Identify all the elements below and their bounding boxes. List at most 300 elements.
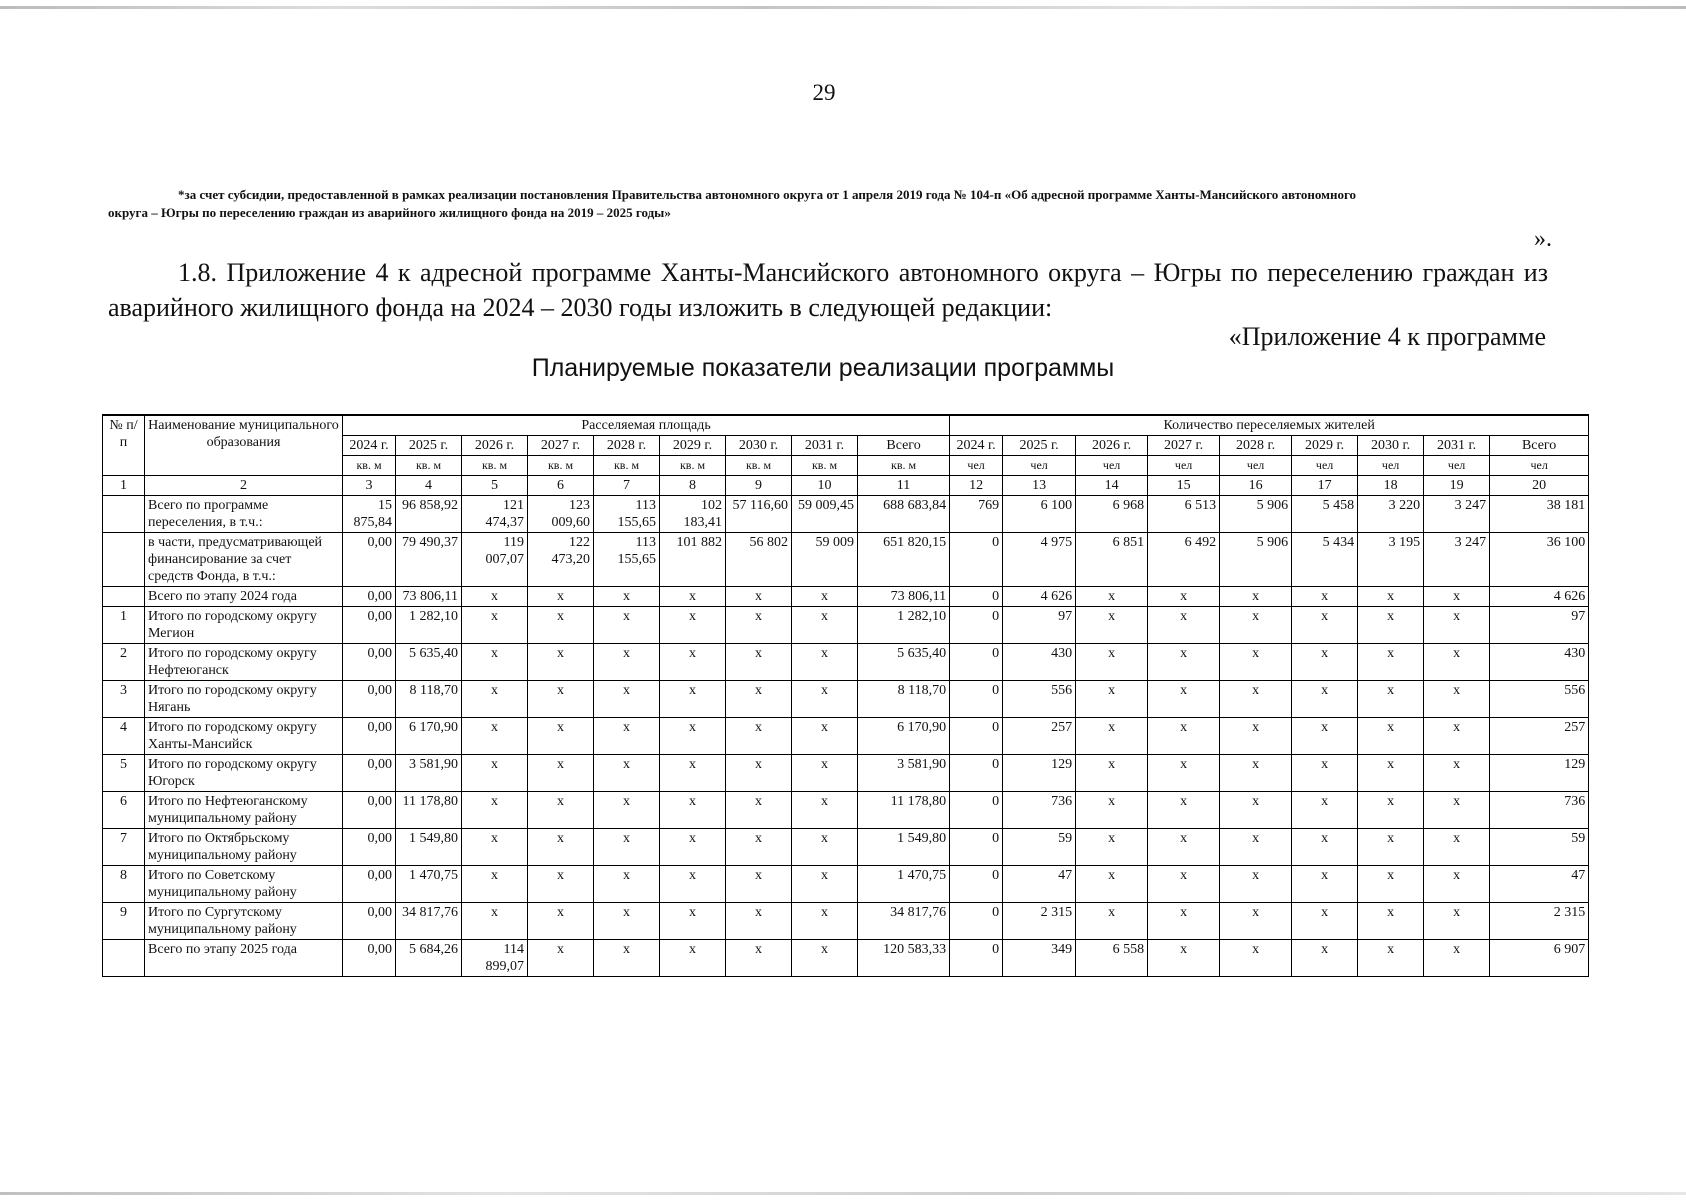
header-area-year: 2025 г.: [396, 436, 462, 456]
residents-cell: x: [1148, 718, 1220, 755]
area-cell: x: [660, 829, 726, 866]
area-cell: 121 474,37: [462, 496, 528, 533]
table-title: Планируемые показатели реализации программы: [531, 354, 1115, 382]
table-row: [103, 866, 1589, 903]
footnote-line-1: *за счет субсидии, предоставленной в рамках реализации постановления Правительства автономного округа от 1 апреля 2019 года № 104-п «Об адресной программе Ханты-Мансийского автономного: [178, 187, 1357, 202]
area-cell: 59 009,45: [792, 496, 858, 533]
column-number: 6: [528, 476, 594, 496]
header-residents-unit: чел: [950, 456, 1003, 476]
header-residents-year: 2027 г.: [1148, 436, 1220, 456]
area-cell: x: [462, 607, 528, 644]
area-cell: x: [660, 755, 726, 792]
residents-cell: x: [1424, 644, 1490, 681]
residents-cell: x: [1358, 829, 1424, 866]
residents-cell: 47: [1490, 866, 1589, 903]
area-cell: x: [462, 644, 528, 681]
residents-cell: 0: [950, 792, 1003, 829]
area-cell: 73 806,11: [396, 587, 462, 607]
area-cell: 56 802: [726, 533, 792, 587]
residents-cell: x: [1076, 587, 1148, 607]
column-number: 14: [1076, 476, 1148, 496]
residents-cell: x: [1220, 940, 1292, 977]
residents-cell: 97: [1490, 607, 1589, 644]
header-residents-year: 2030 г.: [1358, 436, 1424, 456]
residents-cell: x: [1220, 587, 1292, 607]
footnote-line-2: округа – Югры по переселению граждан из аварийного жилищного фонда на 2019 – 2025 годы»: [108, 205, 671, 220]
area-cell: 8 118,70: [396, 681, 462, 718]
area-cell: x: [528, 866, 594, 903]
residents-cell: 0: [950, 607, 1003, 644]
area-cell: x: [594, 792, 660, 829]
column-number: 18: [1358, 476, 1424, 496]
header-area-year: 2030 г.: [726, 436, 792, 456]
area-cell: x: [726, 755, 792, 792]
area-cell: x: [792, 587, 858, 607]
area-cell: 101 882: [660, 533, 726, 587]
area-cell: 5 635,40: [396, 644, 462, 681]
row-num: [103, 587, 145, 607]
residents-cell: x: [1076, 903, 1148, 940]
residents-cell: 556: [1003, 681, 1076, 718]
area-cell: 96 858,92: [396, 496, 462, 533]
header-residents-year: 2025 г.: [1003, 436, 1076, 456]
area-cell: 0,00: [343, 903, 396, 940]
area-cell: 34 817,76: [396, 903, 462, 940]
table-header-row-1: [103, 415, 1589, 436]
header-residents-year: 2024 г.: [950, 436, 1003, 456]
residents-cell: x: [1292, 755, 1358, 792]
area-cell: x: [528, 829, 594, 866]
header-residents-unit: чел: [1424, 456, 1490, 476]
residents-cell: x: [1292, 792, 1358, 829]
area-cell: 73 806,11: [858, 587, 950, 607]
row-name: Итого по городскому округу Ханты-Мансийск: [145, 718, 343, 755]
area-cell: 0,00: [343, 829, 396, 866]
residents-cell: 6 851: [1076, 533, 1148, 587]
residents-cell: 4 626: [1490, 587, 1589, 607]
area-cell: 688 683,84: [858, 496, 950, 533]
residents-cell: 0: [950, 903, 1003, 940]
header-residents-group: Количество переселяемых жителей: [950, 415, 1589, 436]
residents-cell: 0: [950, 829, 1003, 866]
residents-cell: x: [1292, 681, 1358, 718]
residents-cell: 3 195: [1358, 533, 1424, 587]
table-row: [103, 718, 1589, 755]
table-row: [103, 587, 1589, 607]
header-residents-unit: чел: [1358, 456, 1424, 476]
header-area-group: Расселяемая площадь: [343, 415, 950, 436]
area-cell: x: [528, 792, 594, 829]
row-num: 4: [103, 718, 145, 755]
residents-cell: 0: [950, 587, 1003, 607]
column-number: 1: [103, 476, 145, 496]
residents-cell: x: [1424, 587, 1490, 607]
residents-cell: x: [1076, 644, 1148, 681]
area-cell: x: [726, 903, 792, 940]
area-cell: x: [792, 681, 858, 718]
header-area-year: Всего: [858, 436, 950, 456]
area-cell: x: [792, 755, 858, 792]
header-residents-year: 2026 г.: [1076, 436, 1148, 456]
residents-cell: 0: [950, 755, 1003, 792]
residents-cell: 129: [1490, 755, 1589, 792]
area-cell: x: [594, 681, 660, 718]
row-name: Итого по городскому округу Нягань: [145, 681, 343, 718]
residents-cell: x: [1424, 792, 1490, 829]
table-row: [103, 903, 1589, 940]
residents-cell: 97: [1003, 607, 1076, 644]
area-cell: 0,00: [343, 644, 396, 681]
area-cell: x: [726, 866, 792, 903]
residents-cell: x: [1424, 718, 1490, 755]
residents-cell: 6 100: [1003, 496, 1076, 533]
residents-cell: 2 315: [1490, 903, 1589, 940]
residents-cell: x: [1358, 681, 1424, 718]
residents-cell: 5 458: [1292, 496, 1358, 533]
area-cell: x: [726, 792, 792, 829]
row-name: Итого по городскому округу Нефтеюганск: [145, 644, 343, 681]
residents-cell: 0: [950, 644, 1003, 681]
residents-cell: x: [1148, 587, 1220, 607]
indicators-table: [102, 414, 1589, 977]
column-number: 11: [858, 476, 950, 496]
row-name: Итого по Нефтеюганскому муниципальному району: [145, 792, 343, 829]
area-cell: 651 820,15: [858, 533, 950, 587]
closing-quote: ».: [1534, 226, 1552, 252]
residents-cell: x: [1076, 755, 1148, 792]
area-cell: x: [660, 866, 726, 903]
area-cell: 1 282,10: [396, 607, 462, 644]
header-residents-year: Всего: [1490, 436, 1589, 456]
residents-cell: x: [1358, 587, 1424, 607]
row-num: [103, 533, 145, 587]
residents-cell: x: [1148, 755, 1220, 792]
residents-cell: x: [1148, 903, 1220, 940]
column-number: 16: [1220, 476, 1292, 496]
residents-cell: x: [1358, 903, 1424, 940]
area-cell: x: [594, 644, 660, 681]
residents-cell: x: [1220, 607, 1292, 644]
residents-cell: 257: [1003, 718, 1076, 755]
area-cell: x: [792, 940, 858, 977]
area-cell: 11 178,80: [396, 792, 462, 829]
amendment-paragraph: [108, 255, 1548, 325]
header-residents-unit: чел: [1003, 456, 1076, 476]
row-name: Итого по Советскому муниципальному району: [145, 866, 343, 903]
header-name: Наименование муниципального образования: [145, 415, 343, 476]
header-residents-year: 2028 г.: [1220, 436, 1292, 456]
residents-cell: x: [1148, 681, 1220, 718]
header-area-unit: кв. м: [660, 456, 726, 476]
table-row: [103, 792, 1589, 829]
area-cell: 0,00: [343, 587, 396, 607]
area-cell: 11 178,80: [858, 792, 950, 829]
area-cell: x: [462, 903, 528, 940]
residents-cell: x: [1292, 903, 1358, 940]
area-cell: 0,00: [343, 681, 396, 718]
residents-cell: 59: [1003, 829, 1076, 866]
area-cell: x: [528, 681, 594, 718]
header-area-year: 2028 г.: [594, 436, 660, 456]
header-area-unit: кв. м: [792, 456, 858, 476]
area-cell: 1 549,80: [396, 829, 462, 866]
residents-cell: 349: [1003, 940, 1076, 977]
area-cell: x: [726, 644, 792, 681]
area-cell: x: [462, 792, 528, 829]
residents-cell: x: [1358, 755, 1424, 792]
column-number: 17: [1292, 476, 1358, 496]
area-cell: x: [726, 607, 792, 644]
residents-cell: 257: [1490, 718, 1589, 755]
residents-cell: x: [1424, 903, 1490, 940]
area-cell: 3 581,90: [858, 755, 950, 792]
area-cell: 8 118,70: [858, 681, 950, 718]
residents-cell: 769: [950, 496, 1003, 533]
residents-cell: x: [1076, 866, 1148, 903]
header-num: № п/п: [103, 415, 145, 476]
residents-cell: 36 100: [1490, 533, 1589, 587]
row-name: Итого по городскому округу Югорск: [145, 755, 343, 792]
area-cell: 6 170,90: [396, 718, 462, 755]
area-cell: x: [462, 755, 528, 792]
residents-cell: 3 247: [1424, 533, 1490, 587]
residents-cell: x: [1292, 644, 1358, 681]
area-cell: 114 899,07: [462, 940, 528, 977]
header-residents-unit: чел: [1292, 456, 1358, 476]
area-cell: 1 549,80: [858, 829, 950, 866]
table-row: [103, 681, 1589, 718]
row-name: Итого по городскому округу Мегион: [145, 607, 343, 644]
row-num: [103, 496, 145, 533]
column-number: 20: [1490, 476, 1589, 496]
residents-cell: 3 220: [1358, 496, 1424, 533]
header-area-unit: кв. м: [343, 456, 396, 476]
row-num: 1: [103, 607, 145, 644]
area-cell: x: [726, 940, 792, 977]
area-cell: x: [660, 903, 726, 940]
residents-cell: x: [1424, 940, 1490, 977]
area-cell: x: [594, 755, 660, 792]
column-number: 15: [1148, 476, 1220, 496]
residents-cell: 6 907: [1490, 940, 1589, 977]
area-cell: x: [726, 681, 792, 718]
area-cell: x: [462, 718, 528, 755]
residents-cell: x: [1424, 755, 1490, 792]
residents-cell: 736: [1490, 792, 1589, 829]
area-cell: x: [792, 644, 858, 681]
area-cell: x: [792, 718, 858, 755]
residents-cell: x: [1292, 829, 1358, 866]
row-num: 6: [103, 792, 145, 829]
residents-cell: x: [1148, 644, 1220, 681]
scan-edge-top: [0, 6, 1686, 9]
area-cell: 5 635,40: [858, 644, 950, 681]
residents-cell: x: [1292, 587, 1358, 607]
area-cell: 1 470,75: [396, 866, 462, 903]
area-cell: 57 116,60: [726, 496, 792, 533]
area-cell: x: [660, 940, 726, 977]
residents-cell: x: [1076, 829, 1148, 866]
residents-cell: 0: [950, 940, 1003, 977]
residents-cell: x: [1148, 792, 1220, 829]
residents-cell: 5 434: [1292, 533, 1358, 587]
residents-cell: 4 975: [1003, 533, 1076, 587]
residents-cell: x: [1358, 607, 1424, 644]
area-cell: x: [462, 829, 528, 866]
area-cell: 0,00: [343, 755, 396, 792]
residents-cell: 6 968: [1076, 496, 1148, 533]
column-number: 4: [396, 476, 462, 496]
column-number: 10: [792, 476, 858, 496]
residents-cell: x: [1424, 866, 1490, 903]
area-cell: x: [660, 792, 726, 829]
residents-cell: x: [1148, 866, 1220, 903]
residents-cell: 0: [950, 866, 1003, 903]
header-area-unit: кв. м: [726, 456, 792, 476]
residents-cell: x: [1220, 644, 1292, 681]
area-cell: 0,00: [343, 533, 396, 587]
residents-cell: x: [1358, 718, 1424, 755]
header-area-unit: кв. м: [462, 456, 528, 476]
header-area-year: 2026 г.: [462, 436, 528, 456]
residents-cell: 59: [1490, 829, 1589, 866]
area-cell: 3 581,90: [396, 755, 462, 792]
residents-cell: x: [1358, 940, 1424, 977]
residents-cell: 0: [950, 718, 1003, 755]
header-residents-year: 2029 г.: [1292, 436, 1358, 456]
residents-cell: 6 558: [1076, 940, 1148, 977]
area-cell: x: [792, 866, 858, 903]
area-cell: 6 170,90: [858, 718, 950, 755]
column-number: 5: [462, 476, 528, 496]
area-cell: 1 282,10: [858, 607, 950, 644]
area-cell: 0,00: [343, 792, 396, 829]
area-cell: x: [528, 644, 594, 681]
appendix-label: «Приложение 4 к программе: [1228, 322, 1546, 351]
area-cell: 102 183,41: [660, 496, 726, 533]
area-cell: x: [660, 607, 726, 644]
header-area-unit: кв. м: [858, 456, 950, 476]
area-cell: x: [660, 681, 726, 718]
area-cell: x: [792, 903, 858, 940]
residents-cell: x: [1076, 792, 1148, 829]
residents-cell: 736: [1003, 792, 1076, 829]
residents-cell: x: [1292, 718, 1358, 755]
header-residents-unit: чел: [1490, 456, 1589, 476]
column-number: 2: [145, 476, 343, 496]
area-cell: x: [594, 829, 660, 866]
residents-cell: 0: [950, 533, 1003, 587]
table-row: [103, 533, 1589, 587]
residents-cell: x: [1424, 607, 1490, 644]
residents-cell: x: [1358, 644, 1424, 681]
column-number: 13: [1003, 476, 1076, 496]
residents-cell: 6 492: [1148, 533, 1220, 587]
area-cell: x: [792, 829, 858, 866]
row-num: 9: [103, 903, 145, 940]
residents-cell: 430: [1003, 644, 1076, 681]
row-name: Итого по Сургутскому муниципальному району: [145, 903, 343, 940]
area-cell: 59 009: [792, 533, 858, 587]
table-row: [103, 496, 1589, 533]
area-cell: x: [462, 681, 528, 718]
area-cell: x: [528, 755, 594, 792]
row-num: 8: [103, 866, 145, 903]
residents-cell: 38 181: [1490, 496, 1589, 533]
area-cell: x: [528, 587, 594, 607]
residents-cell: x: [1358, 866, 1424, 903]
residents-cell: x: [1292, 940, 1358, 977]
area-cell: x: [660, 644, 726, 681]
area-cell: 79 490,37: [396, 533, 462, 587]
row-name: в части, предусматривающей финансирование за счет средств Фонда, в т.ч.:: [145, 533, 343, 587]
residents-cell: x: [1148, 829, 1220, 866]
header-area-unit: кв. м: [528, 456, 594, 476]
residents-cell: x: [1220, 755, 1292, 792]
area-cell: 119 007,07: [462, 533, 528, 587]
residents-cell: x: [1076, 607, 1148, 644]
residents-cell: x: [1220, 829, 1292, 866]
residents-cell: x: [1358, 792, 1424, 829]
column-number: 19: [1424, 476, 1490, 496]
area-cell: 120 583,33: [858, 940, 950, 977]
area-cell: 0,00: [343, 866, 396, 903]
column-number: 8: [660, 476, 726, 496]
table-header-row-column-numbers: [103, 476, 1589, 496]
residents-cell: 2 315: [1003, 903, 1076, 940]
residents-cell: 47: [1003, 866, 1076, 903]
area-cell: x: [528, 718, 594, 755]
area-cell: x: [594, 866, 660, 903]
table-row: [103, 940, 1589, 977]
residents-cell: 6 513: [1148, 496, 1220, 533]
area-cell: 0,00: [343, 718, 396, 755]
row-num: 7: [103, 829, 145, 866]
area-cell: 15 875,84: [343, 496, 396, 533]
area-cell: x: [594, 940, 660, 977]
area-cell: x: [594, 587, 660, 607]
area-cell: x: [528, 940, 594, 977]
column-number: 3: [343, 476, 396, 496]
residents-cell: x: [1424, 829, 1490, 866]
table-row: [103, 829, 1589, 866]
area-cell: 5 684,26: [396, 940, 462, 977]
residents-cell: x: [1220, 718, 1292, 755]
row-num: [103, 940, 145, 977]
area-cell: 34 817,76: [858, 903, 950, 940]
header-residents-year: 2031 г.: [1424, 436, 1490, 456]
area-cell: 123 009,60: [528, 496, 594, 533]
residents-cell: x: [1424, 681, 1490, 718]
header-area-unit: кв. м: [594, 456, 660, 476]
table-row: [103, 607, 1589, 644]
column-number: 9: [726, 476, 792, 496]
area-cell: x: [528, 607, 594, 644]
area-cell: x: [792, 607, 858, 644]
column-number: 7: [594, 476, 660, 496]
footnote: [108, 186, 1548, 222]
table-row: [103, 644, 1589, 681]
column-number: 12: [950, 476, 1003, 496]
row-name: Всего по программе переселения, в т.ч.:: [145, 496, 343, 533]
row-num: 5: [103, 755, 145, 792]
area-cell: x: [528, 903, 594, 940]
residents-cell: 5 906: [1220, 533, 1292, 587]
header-area-unit: кв. м: [396, 456, 462, 476]
residents-cell: x: [1220, 681, 1292, 718]
area-cell: x: [462, 587, 528, 607]
residents-cell: 5 906: [1220, 496, 1292, 533]
